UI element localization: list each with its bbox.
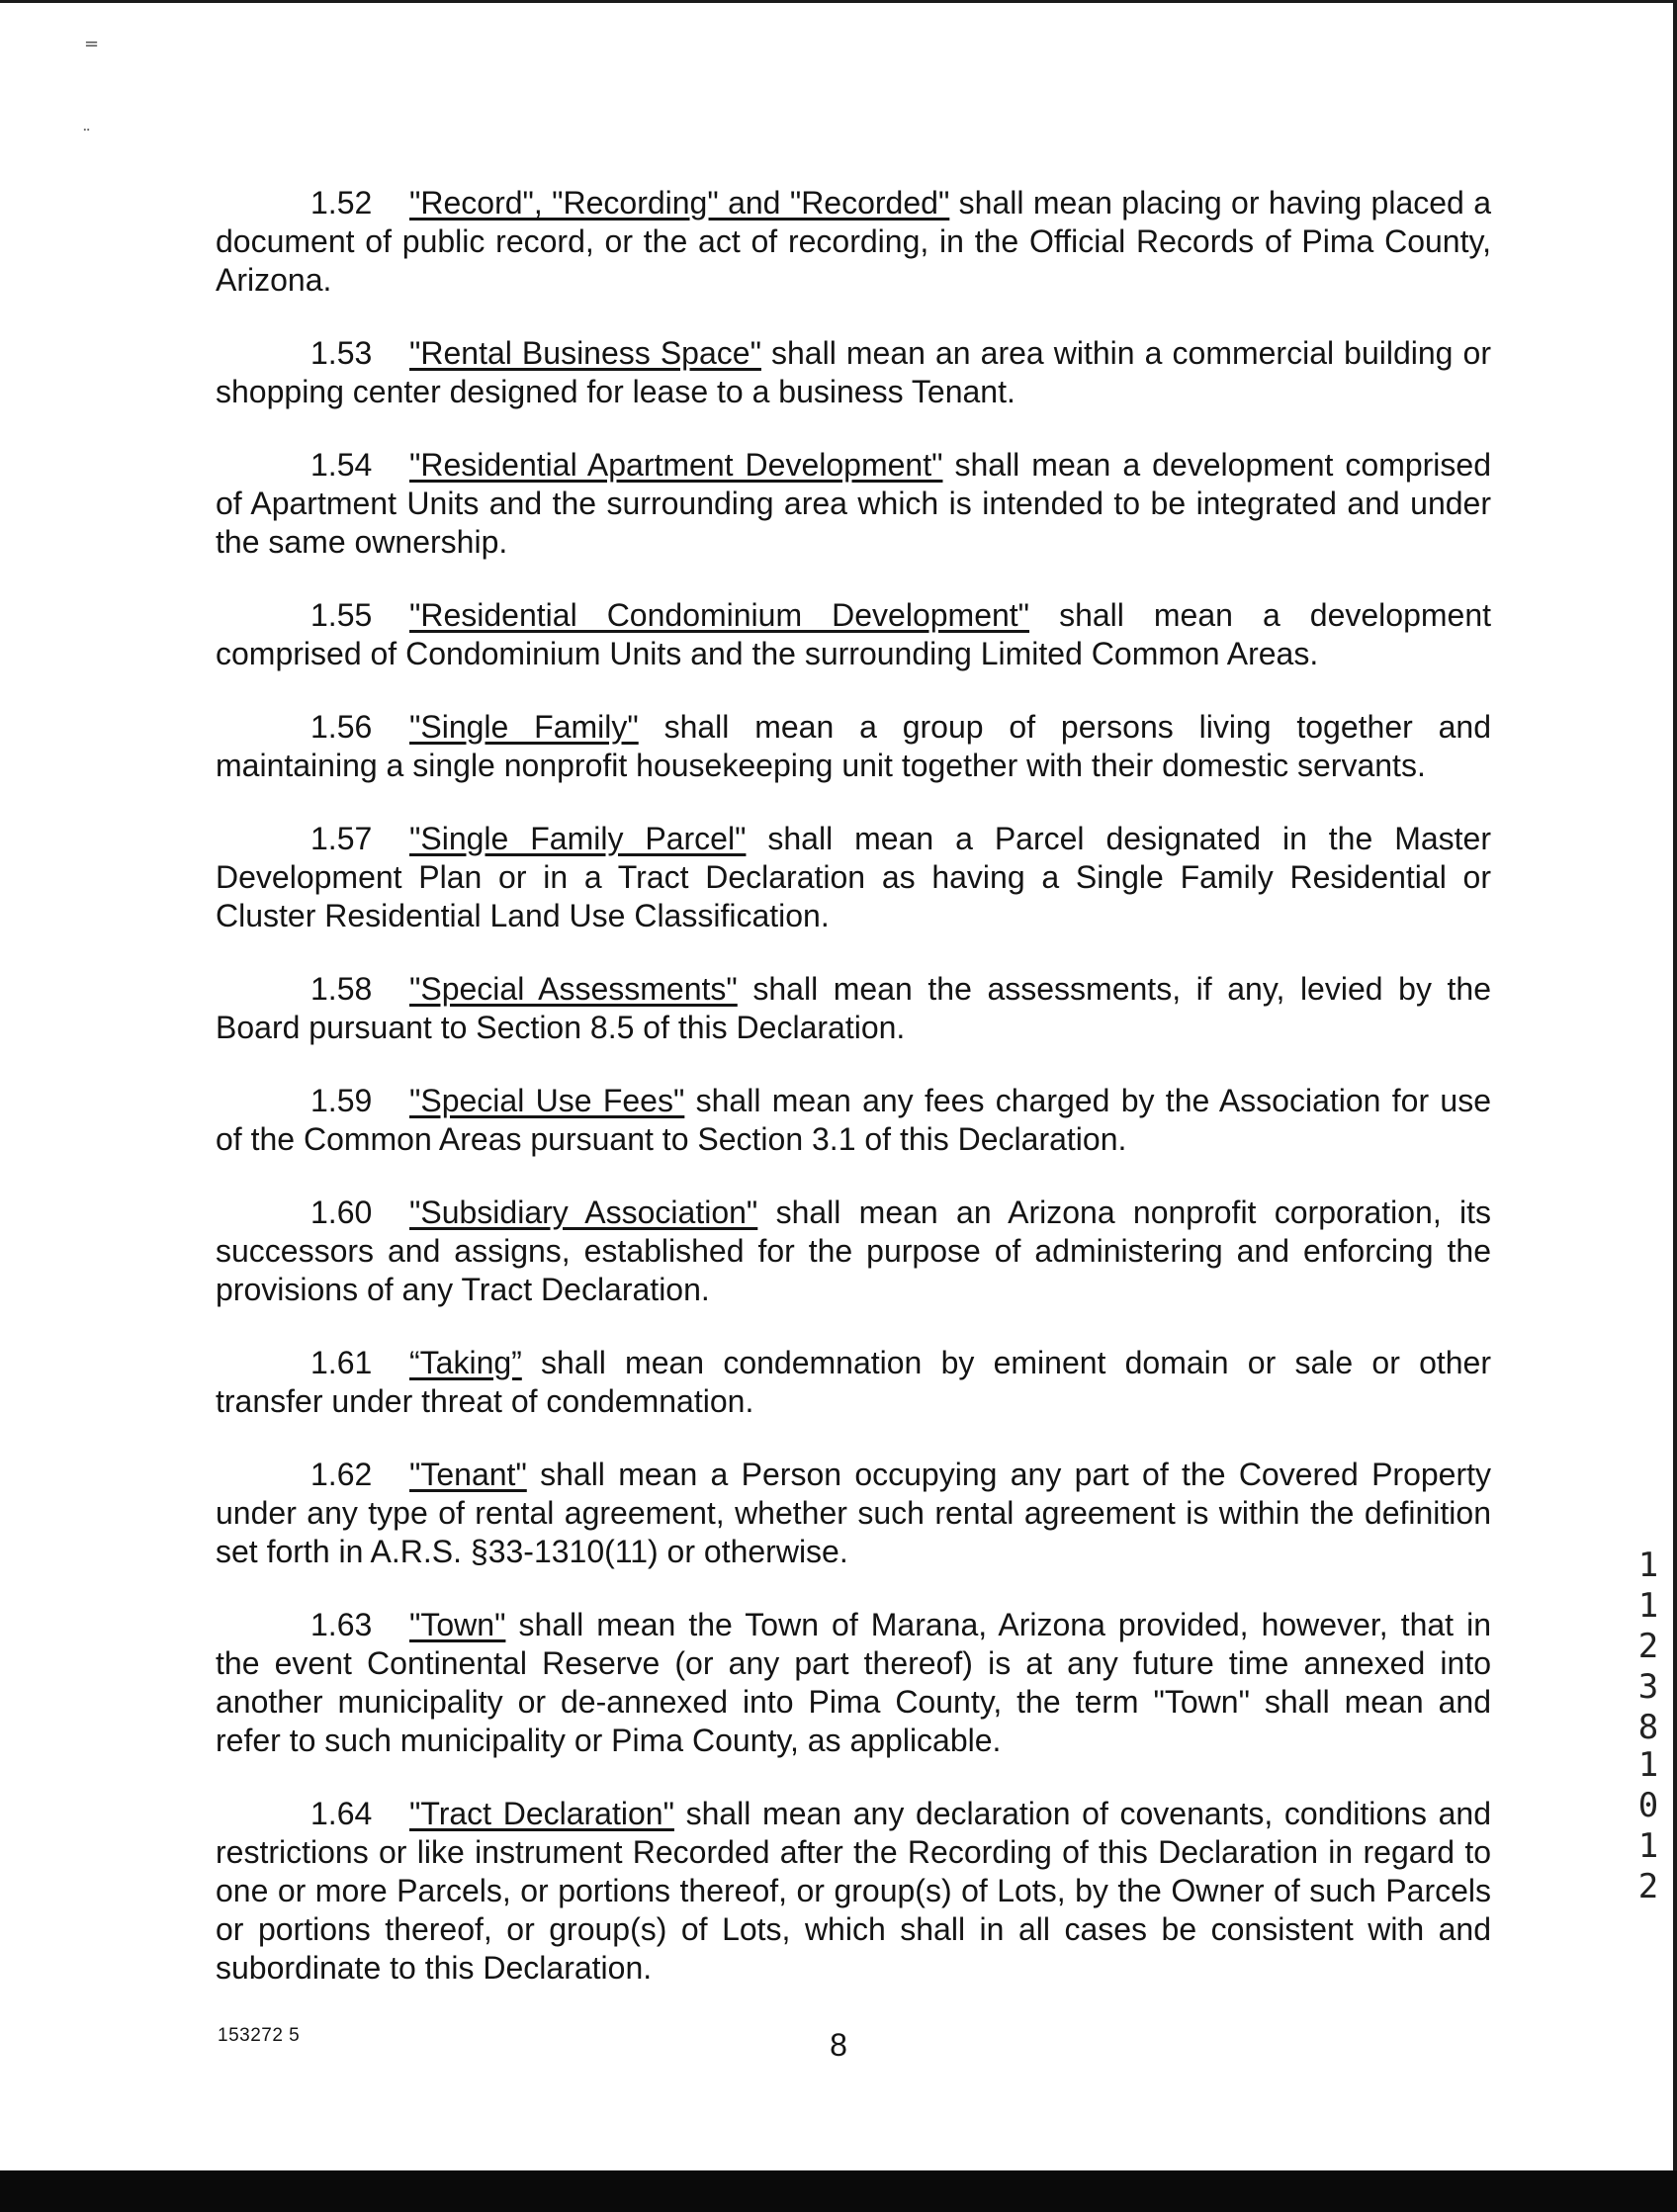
- clause-text: shall mean a Parcel designated in the Master Development Plan or in a Tract Declaration as having a Single Family Residential or Cluster Residential Land Use Classification.: [216, 821, 1492, 933]
- defined-term: "Special Use Fees": [409, 1083, 685, 1118]
- defined-term: "Single Family": [409, 709, 639, 745]
- stamp-digit: 1: [1637, 1586, 1659, 1626]
- clause-1-60: [216, 1194, 1491, 1309]
- clause-text: shall mean the assessments, if any, levied by the Board pursuant to Section 8.5 of this Declaration.: [216, 971, 1492, 1045]
- defined-term: "Rental Business Space": [409, 335, 761, 371]
- clause-number: 1.54: [310, 447, 373, 483]
- defined-term: "Residential Condominium Development": [409, 597, 1030, 633]
- defined-term: "Town": [409, 1607, 506, 1642]
- clause-text: shall mean the Town of Marana, Arizona provided, however, that in the event Continental Reserve (or any part thereof) is at any future time annexed into another municipality or de-annexed into Pima County, the term "Town" shall mean and refer to such municipality or Pima County, as applicable.: [216, 1607, 1491, 1758]
- recording-docket-stamp: [1632, 1546, 1665, 1748]
- defined-term: "Subsidiary Association": [409, 1194, 758, 1230]
- clause-text: shall mean any declaration of covenants, conditions and restrictions or like instrument Recorded after the Recording of this Declaration in regard to one or more Parcels, or portions thereof, or group(s) of Lots, by the Owner of such Parcels or portions thereof, or group(s) of Lots, which shall in all cases be consistent with and subordinate to this Declaration.: [216, 1796, 1492, 1986]
- clause-text: shall mean an area within a commercial building or shopping center designed for lease to a business Tenant.: [216, 335, 1492, 409]
- clause-1-62: [216, 1456, 1491, 1571]
- clause-1-59: [216, 1082, 1491, 1159]
- clause-1-52: [216, 184, 1491, 300]
- clause-text: shall mean a development comprised of Condominium Units and the surrounding Limited Common Areas.: [216, 597, 1492, 671]
- stamp-digit: 1: [1637, 1826, 1659, 1866]
- defined-term: "Tract Declaration": [409, 1796, 674, 1831]
- clause-text: shall mean a Person occupying any part of the Covered Property under any type of rental agreement, whether such rental agreement is within the definition set forth in A.R.S. §33-1310(11) or otherwise.: [216, 1457, 1491, 1569]
- clause-1-57: [216, 820, 1491, 935]
- defined-term: "Record", "Recording" and "Recorded": [409, 185, 950, 221]
- clause-number: 1.58: [310, 971, 373, 1007]
- clause-number: 1.52: [310, 185, 373, 221]
- stamp-digit: 2: [1637, 1627, 1659, 1666]
- clause-number: 1.59: [310, 1083, 373, 1118]
- clause-1-54: [216, 446, 1491, 562]
- clause-text: shall mean a group of persons living together and maintaining a single nonprofit housekeeping unit together with their domestic servants.: [216, 709, 1492, 783]
- stamp-digit: 2: [1637, 1867, 1659, 1906]
- clause-number: 1.56: [310, 709, 373, 745]
- document-id: 153272 5: [218, 2025, 301, 2046]
- clause-text: shall mean any fees charged by the Association for use of the Common Areas pursuant to Section 3.1 of this Declaration.: [216, 1083, 1492, 1157]
- defined-term: "Tenant": [409, 1457, 527, 1492]
- defined-term: “Taking”: [409, 1345, 522, 1380]
- scan-right-edge: [1673, 0, 1677, 2212]
- clause-number: 1.62: [310, 1457, 373, 1492]
- clause-1-58: [216, 970, 1491, 1047]
- scan-mark-top: =: [84, 34, 100, 54]
- stamp-digit: 8: [1637, 1708, 1659, 1747]
- clause-number: 1.55: [310, 597, 373, 633]
- page-number: 8: [830, 2027, 847, 2063]
- clause-text: shall mean condemnation by eminent domain or sale or other transfer under threat of condemnation.: [216, 1345, 1491, 1419]
- recording-page-stamp: [1632, 1745, 1665, 1907]
- clause-number: 1.64: [310, 1796, 373, 1831]
- clause-1-61: [216, 1344, 1491, 1421]
- scan-bottom-edge: [0, 2170, 1677, 2212]
- clause-1-55: [216, 596, 1491, 673]
- clause-number: 1.61: [310, 1345, 373, 1380]
- clause-text: shall mean placing or having placed a document of public record, or the act of recording, in the Official Records of Pima County, Arizona.: [216, 185, 1492, 298]
- clause-number: 1.57: [310, 821, 373, 856]
- defined-term: "Special Assessments": [409, 971, 738, 1007]
- clause-1-63: [216, 1606, 1491, 1760]
- stamp-digit: 3: [1637, 1667, 1659, 1707]
- stamp-digit: 0: [1637, 1786, 1659, 1825]
- clause-1-56: [216, 708, 1491, 785]
- clause-number: 1.53: [310, 335, 373, 371]
- clause-1-64: [216, 1795, 1491, 1988]
- scan-top-edge: [0, 0, 1677, 3]
- clause-text: shall mean a development comprised of Apartment Units and the surrounding area which is intended to be integrated and under the same ownership.: [216, 447, 1492, 560]
- defined-term: "Residential Apartment Development": [409, 447, 943, 483]
- scan-mark-second: ¨: [82, 127, 91, 147]
- clause-number: 1.63: [310, 1607, 373, 1642]
- definitions-body: [216, 184, 1491, 2022]
- stamp-digit: 1: [1637, 1745, 1659, 1785]
- defined-term: "Single Family Parcel": [409, 821, 747, 856]
- clause-number: 1.60: [310, 1194, 373, 1230]
- stamp-digit: 1: [1637, 1546, 1659, 1585]
- clause-text: shall mean an Arizona nonprofit corporation, its successors and assigns, established for the purpose of administering and enforcing the provisions of any Tract Declaration.: [216, 1194, 1492, 1307]
- clause-1-53: [216, 334, 1491, 411]
